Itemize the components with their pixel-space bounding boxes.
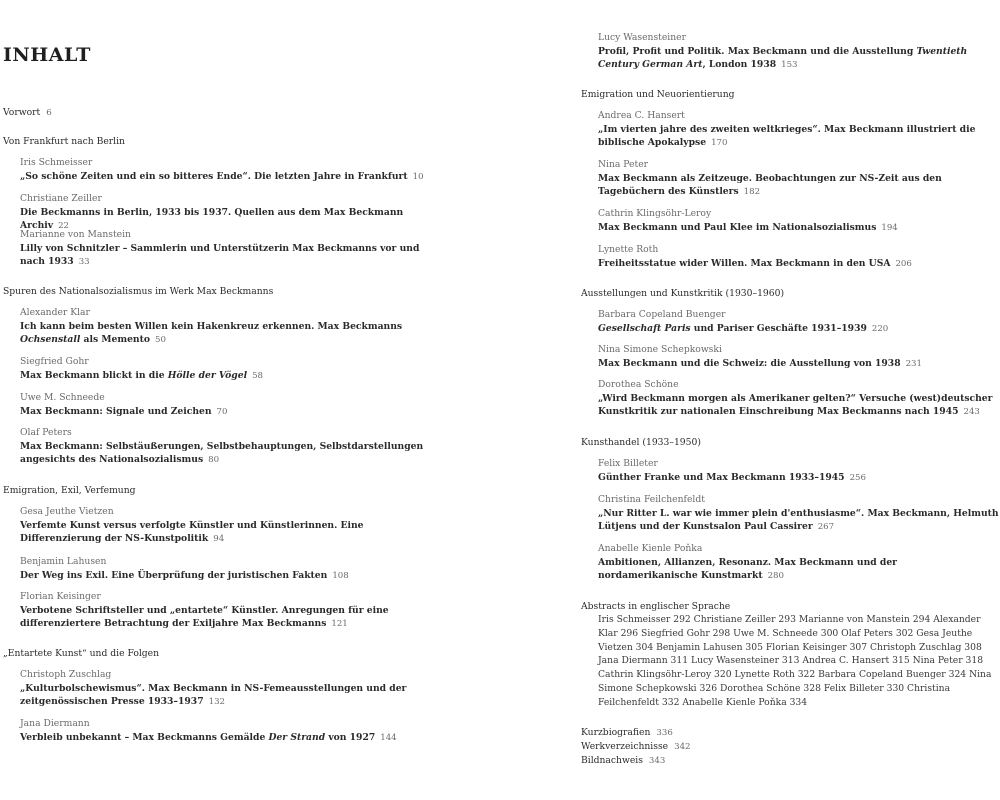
entry-title-part: Verbleib unbekannt – Max Beckmanns Gemälde bbox=[20, 731, 269, 743]
entry-author: Anabelle Kienle Poňka bbox=[598, 543, 703, 554]
entry-title: Lilly von Schnitzler – Sammlerin und Unterstützerin Max Beckmanns vor und nach 1933 bbox=[20, 242, 420, 268]
entry-title: Max Beckmann: Signale und Zeichen bbox=[20, 405, 212, 417]
page-number: 108 bbox=[332, 570, 349, 581]
page-number: 58 bbox=[252, 370, 264, 381]
entry-author: Nina Peter bbox=[598, 159, 649, 170]
toc-entry bbox=[3, 505, 428, 547]
toc-entry bbox=[581, 542, 999, 584]
page-number: 80 bbox=[208, 455, 220, 466]
section-label: Bildnachweis bbox=[581, 755, 643, 766]
entry-title-part: Ich kann beim besten Willen kein Hakenkreuz erkennen. Max Beckmanns bbox=[20, 320, 403, 332]
page-number: 256 bbox=[849, 472, 866, 483]
toc-entry bbox=[581, 207, 999, 235]
toc-section-heading: Emigration, Exil, Verfemung bbox=[3, 485, 136, 496]
entry-author: Lynette Roth bbox=[598, 244, 659, 255]
toc-backmatter bbox=[581, 726, 999, 768]
page-number: 6 bbox=[46, 108, 52, 118]
entry-author: Jana Diermann bbox=[20, 718, 90, 729]
toc-entry bbox=[3, 426, 428, 468]
entry-author: Dorothea Schöne bbox=[598, 379, 679, 390]
page-number: 70 bbox=[216, 406, 228, 417]
entry-title-italic: Gesellschaft Paris bbox=[598, 322, 691, 334]
entry-author: Benjamin Lahusen bbox=[20, 556, 107, 567]
entry-title: Günther Franke und Max Beckmann 1933–1945 bbox=[598, 471, 845, 483]
entry-title-part: , London 1938 bbox=[702, 59, 777, 71]
entry-title-italic: Ochsenstall bbox=[20, 334, 81, 346]
entry-author: Olaf Peters bbox=[20, 427, 72, 438]
page-number: 343 bbox=[648, 756, 666, 766]
toc-entry bbox=[581, 31, 999, 73]
entry-author: Nina Simone Schepkowski bbox=[598, 344, 722, 355]
section-label: Werkverzeichnisse bbox=[581, 741, 669, 752]
entry-title: Verbotene Schriftsteller und „entartete“ Künstler. Anregungen für eine differenziertere Betrachtung der Exiljahre Max Beckmanns bbox=[20, 604, 389, 630]
entry-title-part: als Memento bbox=[80, 334, 150, 346]
entry-author: Gesa Jeuthe Vietzen bbox=[20, 506, 114, 517]
toc-entry bbox=[3, 717, 428, 745]
entry-title-italic: Der Strand bbox=[268, 731, 326, 743]
page-number: 132 bbox=[208, 697, 226, 708]
entry-author: Marianne von Manstein bbox=[20, 229, 131, 240]
toc-section-heading: Von Frankfurt nach Berlin bbox=[3, 136, 125, 147]
toc-section-heading: Spuren des Nationalsozialismus im Werk Max Beckmanns bbox=[3, 286, 274, 297]
page-number: 336 bbox=[656, 728, 673, 738]
section-label: Vorwort bbox=[3, 107, 41, 118]
entry-title: „Kulturbolschewismus“. Max Beckmann in NS-Femeausstellungen und der zeitgenössischen Presse 1933–1937 bbox=[20, 682, 407, 708]
page-number: 220 bbox=[871, 323, 889, 334]
entry-title: Der Weg ins Exil. Eine Überprüfung der juristischen Fakten bbox=[20, 569, 328, 581]
entry-author: Uwe M. Schneede bbox=[20, 392, 105, 403]
entry-author: Iris Schmeisser bbox=[20, 157, 93, 168]
page-number: 33 bbox=[78, 257, 90, 268]
entry-author: Felix Billeter bbox=[598, 458, 658, 469]
toc-entry bbox=[3, 391, 428, 419]
page-number: 10 bbox=[412, 171, 424, 182]
page-number: 243 bbox=[963, 407, 980, 418]
entry-title-italic: Twentieth Century German Art bbox=[598, 45, 968, 71]
toc-entry bbox=[581, 343, 999, 371]
entry-title-part: von 1927 bbox=[325, 731, 376, 743]
entry-author: Andrea C. Hansert bbox=[598, 110, 685, 121]
toc-entry bbox=[581, 378, 999, 420]
page-number: 144 bbox=[380, 732, 397, 743]
entry-author: Alexander Klar bbox=[20, 307, 90, 318]
entry-title: Ambitionen, Allianzen, Resonanz. Max Beckmann und der nordamerikanische Kunstmarkt bbox=[598, 556, 898, 582]
entry-title-part: und Pariser Geschäfte 1931–1939 bbox=[690, 322, 867, 334]
toc-entry bbox=[581, 457, 999, 485]
page-number: 153 bbox=[781, 60, 798, 71]
entry-author: Cathrin Klingsöhr-Leroy bbox=[598, 208, 712, 219]
toc-entry bbox=[3, 355, 428, 383]
page-number: 267 bbox=[817, 522, 835, 533]
entry-author: Lucy Wasensteiner bbox=[598, 32, 686, 43]
entry-title: Max Beckmann als Zeitzeuge. Beobachtungen zur NS-Zeit aus den Tagebüchern des Künstlers bbox=[598, 172, 942, 198]
toc-entry bbox=[3, 156, 428, 184]
entry-author: Barbara Copeland Buenger bbox=[598, 309, 726, 320]
toc-section-heading: Kunsthandel (1933–1950) bbox=[581, 437, 701, 448]
entry-author: Christiane Zeiller bbox=[20, 193, 102, 204]
entry-title: Max Beckmann und Paul Klee im Nationalsozialismus bbox=[598, 221, 877, 233]
toc-entry bbox=[3, 555, 428, 583]
page-number: 22 bbox=[58, 221, 70, 232]
toc-entry bbox=[3, 590, 428, 632]
toc-entry bbox=[3, 306, 428, 348]
toc-entry bbox=[581, 109, 999, 151]
page-number: 94 bbox=[213, 534, 225, 545]
toc-section-heading: Ausstellungen und Kunstkritik (1930–1960) bbox=[581, 288, 785, 299]
toc-section-heading: Emigration und Neuorientierung bbox=[581, 89, 735, 100]
toc-entry bbox=[581, 493, 999, 535]
entry-title: „Nur Ritter L. war wie immer plein d'enthusiasme“. Max Beckmann, Helmuth Lütjens und der Kunstsalon Paul Cassirer bbox=[598, 507, 999, 533]
toc-entry bbox=[581, 158, 999, 200]
entry-title: Max Beckmann und die Schweiz: die Ausstellung von 1938 bbox=[598, 357, 901, 369]
page-title: INHALT bbox=[3, 44, 91, 66]
page-number: 280 bbox=[767, 571, 784, 582]
toc-entry bbox=[581, 308, 999, 336]
entry-author: Christoph Zuschlag bbox=[20, 669, 112, 680]
toc-entry bbox=[3, 228, 428, 270]
page-number: 342 bbox=[674, 742, 691, 752]
abstracts-list: Iris Schmeisser 292 Christiane Zeiller 293 Marianne von Manstein 294 Alexander Klar 296 Siegfried Gohr 298 Uwe M. Schneede 300 Olaf Peters 302 Gesa Jeuthe Vietzen 304 Benjamin Lahusen 305 Florian Keisinger 307 Christoph Zuschlag 308 Jana Diermann 311 Lucy Wasensteiner 313 Andrea C. Hansert 315 Nina Peter 318 Cathrin Klingsöhr-Leroy 320 Lynette Roth 322 Barbara Copeland Buenger 324 Nina Simone Schepkowski 326 Dorothea Schöne 328 Felix Billeter 330 Christina Feilchenfeldt 332 Anabelle Kienle Poňka 334 bbox=[598, 614, 992, 708]
toc-section-heading: „Entartete Kunst“ und die Folgen bbox=[3, 648, 160, 659]
toc-entry bbox=[581, 243, 999, 271]
toc-section-vorwort bbox=[3, 106, 428, 120]
page-number: 121 bbox=[331, 619, 348, 630]
entry-author: Christina Feilchenfeldt bbox=[598, 494, 705, 505]
entry-author: Florian Keisinger bbox=[20, 591, 101, 602]
page-number: 170 bbox=[711, 138, 728, 149]
entry-title-part: Profil, Profit und Politik. Max Beckmann und die Ausstellung bbox=[598, 45, 917, 57]
section-label: Kurzbiografien bbox=[581, 727, 651, 738]
entry-title: Max Beckmann: Selbstäußerungen, Selbstbehauptungen, Selbstdarstellungen angesichts des Nationalsozialismus bbox=[20, 440, 424, 466]
page-number: 194 bbox=[881, 222, 898, 233]
page-number: 231 bbox=[905, 358, 922, 369]
entry-title-part: Max Beckmann blickt in die bbox=[20, 369, 168, 381]
page-number: 182 bbox=[743, 187, 761, 198]
entry-title: Verfemte Kunst versus verfolgte Künstler und Künstlerinnen. Eine Differenzierung der NS-Kunstpolitik bbox=[20, 519, 364, 545]
page-number: 50 bbox=[154, 335, 166, 346]
entry-title-italic: Hölle der Vögel bbox=[167, 369, 248, 381]
toc-section-heading: Abstracts in englischer Sprache bbox=[581, 601, 731, 612]
entry-title: Die Beckmanns in Berlin, 1933 bis 1937. Quellen aus dem Max Beckmann Archiv bbox=[20, 206, 404, 232]
entry-title: „Wird Beckmann morgen als Amerikaner gelten?“ Versuche (west)deutscher Kunstkritik zur nationalen Einschreibung Max Beckmanns nach 1945 bbox=[598, 392, 993, 418]
entry-author: Siegfried Gohr bbox=[20, 356, 89, 367]
toc-entry bbox=[3, 668, 428, 710]
entry-title: „Im vierten jahre des zweiten weltkrieges“. Max Beckmann illustriert die biblische Apokalypse bbox=[598, 123, 976, 149]
entry-title: Freiheitsstatue wider Willen. Max Beckmann in den USA bbox=[598, 257, 891, 269]
page-number: 206 bbox=[895, 258, 912, 269]
entry-title: „So schöne Zeiten und ein so bitteres Ende“. Die letzten Jahre in Frankfurt bbox=[20, 170, 408, 182]
